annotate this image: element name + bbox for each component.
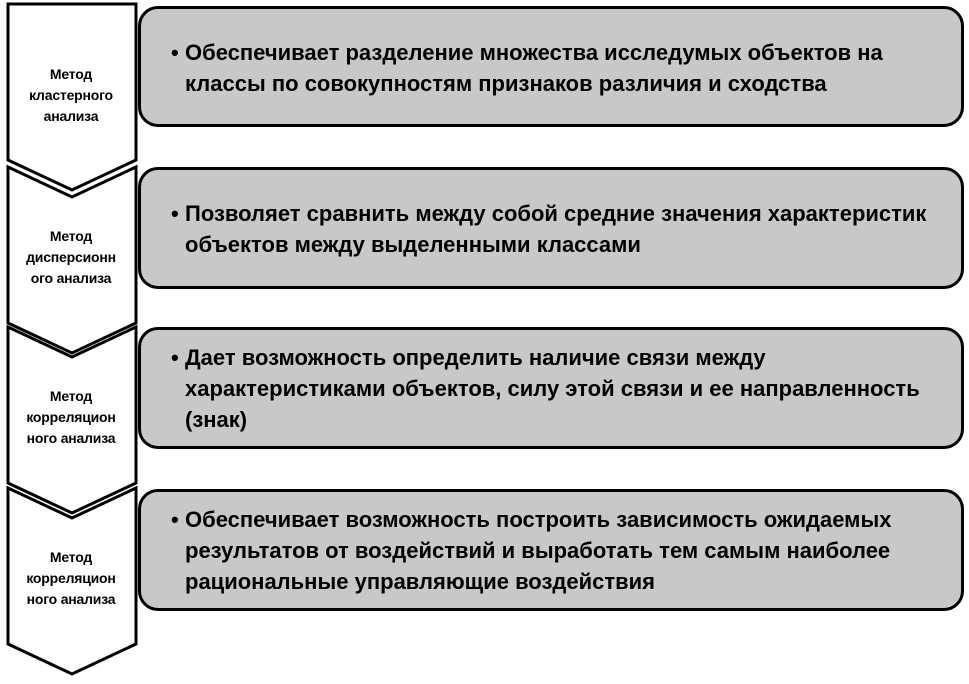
method-label-line: Метод	[49, 388, 93, 404]
method-label-line: корреляцион	[26, 409, 116, 425]
method-label-line: ного анализа	[26, 430, 116, 446]
bullet-icon: •	[171, 201, 179, 226]
bullet-icon: •	[171, 345, 179, 370]
description-text-3	[171, 342, 943, 435]
method-label-4	[6, 547, 136, 610]
description-box-1	[138, 6, 964, 127]
method-label-line: Метод	[49, 228, 93, 244]
description-content: Дает возможность определить наличие связи между характеристиками объектов, силу этой связи и ее направленность (знак)	[185, 345, 920, 432]
description-box-2	[138, 167, 964, 289]
description-box-4	[138, 489, 964, 611]
bullet-icon: •	[171, 507, 179, 532]
description-content: Позволяет сравнить между собой средние значения характеристик объектов между выделенными классами	[185, 201, 927, 257]
description-box-3	[138, 327, 964, 449]
method-label-2	[6, 226, 136, 289]
description-text-1	[171, 37, 943, 99]
method-label-1	[6, 64, 136, 127]
method-label-3	[6, 386, 136, 449]
method-label-line: корреляцион	[26, 570, 116, 586]
method-label-line: ого анализа	[30, 270, 112, 286]
method-label-line: Метод	[49, 66, 93, 82]
description-text-2	[171, 198, 943, 260]
description-content: Обеспечивает разделение множества исследумых объектов на классы по совокупностям признаков различия и сходства	[185, 40, 883, 96]
method-label-line: Метод	[49, 549, 93, 565]
method-label-line: анализа	[43, 108, 99, 124]
method-label-line: ного анализа	[26, 591, 116, 607]
description-content: Обеспечивает возможность построить зависимость ожидаемых результатов от воздействий и выработать тем самым наиболее рациональные управляющие воздействия	[185, 507, 892, 594]
bullet-icon: •	[171, 40, 179, 65]
description-text-4	[171, 504, 943, 597]
method-label-line: кластерного	[29, 87, 113, 103]
method-label-line: дисперсионн	[26, 249, 116, 265]
